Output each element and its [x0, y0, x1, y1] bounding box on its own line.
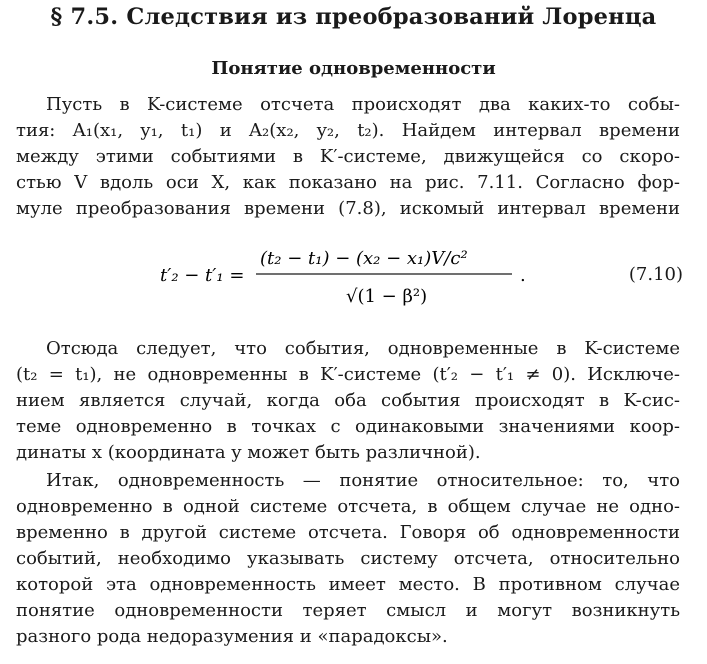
paragraph-line: разного рода недоразумения и «парадоксы». — [16, 626, 448, 647]
paragraph-line: тия: A₁(x₁, y₁, t₁) и A₂(x₂, y₂, t₂). Найдем интервал времени — [16, 120, 680, 141]
paragraph-2 — [16, 336, 680, 466]
section-title: § 7.5. Следствия из преобразований Лоренца — [50, 4, 657, 30]
paragraph-3 — [16, 468, 680, 650]
paragraph-line: стью V вдоль оси X, как показано на рис. 7.11. Согласно фор- — [16, 172, 680, 193]
formula-period: . — [520, 265, 526, 286]
paragraph-line: которой эта одновременность имеет место. В противном случае — [16, 574, 680, 595]
paragraph-line: временно в другой системе отсчета. Говоря об одновременности — [16, 522, 680, 543]
paragraph-line: теме одновременно в точках с одинаковыми значениями коор- — [16, 416, 680, 437]
subsection-title: Понятие одновременности — [211, 58, 496, 79]
paragraph-line: одновременно в одной системе отсчета, в общем случае не одно- — [16, 496, 680, 517]
paragraph-line: между этими событиями в K′-системе, движущейся со скоро- — [16, 146, 680, 167]
lorentz-time-interval-formula — [160, 238, 540, 318]
paragraph-line: Пусть в K-системе отсчета происходят два каких-то собы- — [46, 94, 680, 115]
paragraph-line: событий, необходимо указывать систему отсчета, относительно — [16, 548, 680, 569]
paragraph-line: динаты x (координата y может быть различной). — [16, 442, 481, 463]
formula-7-10 — [0, 238, 707, 318]
paragraph-line: Отсюда следует, что события, одновременные в K-системе — [46, 338, 680, 359]
paragraph-1 — [16, 92, 680, 222]
equation-number: (7.10) — [628, 264, 683, 285]
formula-numerator: (t₂ − t₁) − (x₂ − x₁)V/c² — [260, 248, 468, 269]
paragraph-line: нием является случай, когда оба события происходят в K-сис- — [16, 390, 680, 411]
paragraph-line: муле преобразования времени (7.8), искомый интервал времени — [16, 198, 680, 219]
formula-lhs: t′₂ − t′₁ = — [160, 265, 245, 286]
paragraph-line: понятие одновременности теряет смысл и могут возникнуть — [16, 600, 680, 621]
formula-denominator: √(1 − β²) — [346, 286, 428, 307]
paragraph-line: Итак, одновременность — понятие относительное: то, что — [46, 470, 680, 491]
paragraph-line: (t₂ = t₁), не одновременны в K′-системе (t′₂ − t′₁ ≠ 0). Исключе- — [16, 364, 680, 385]
